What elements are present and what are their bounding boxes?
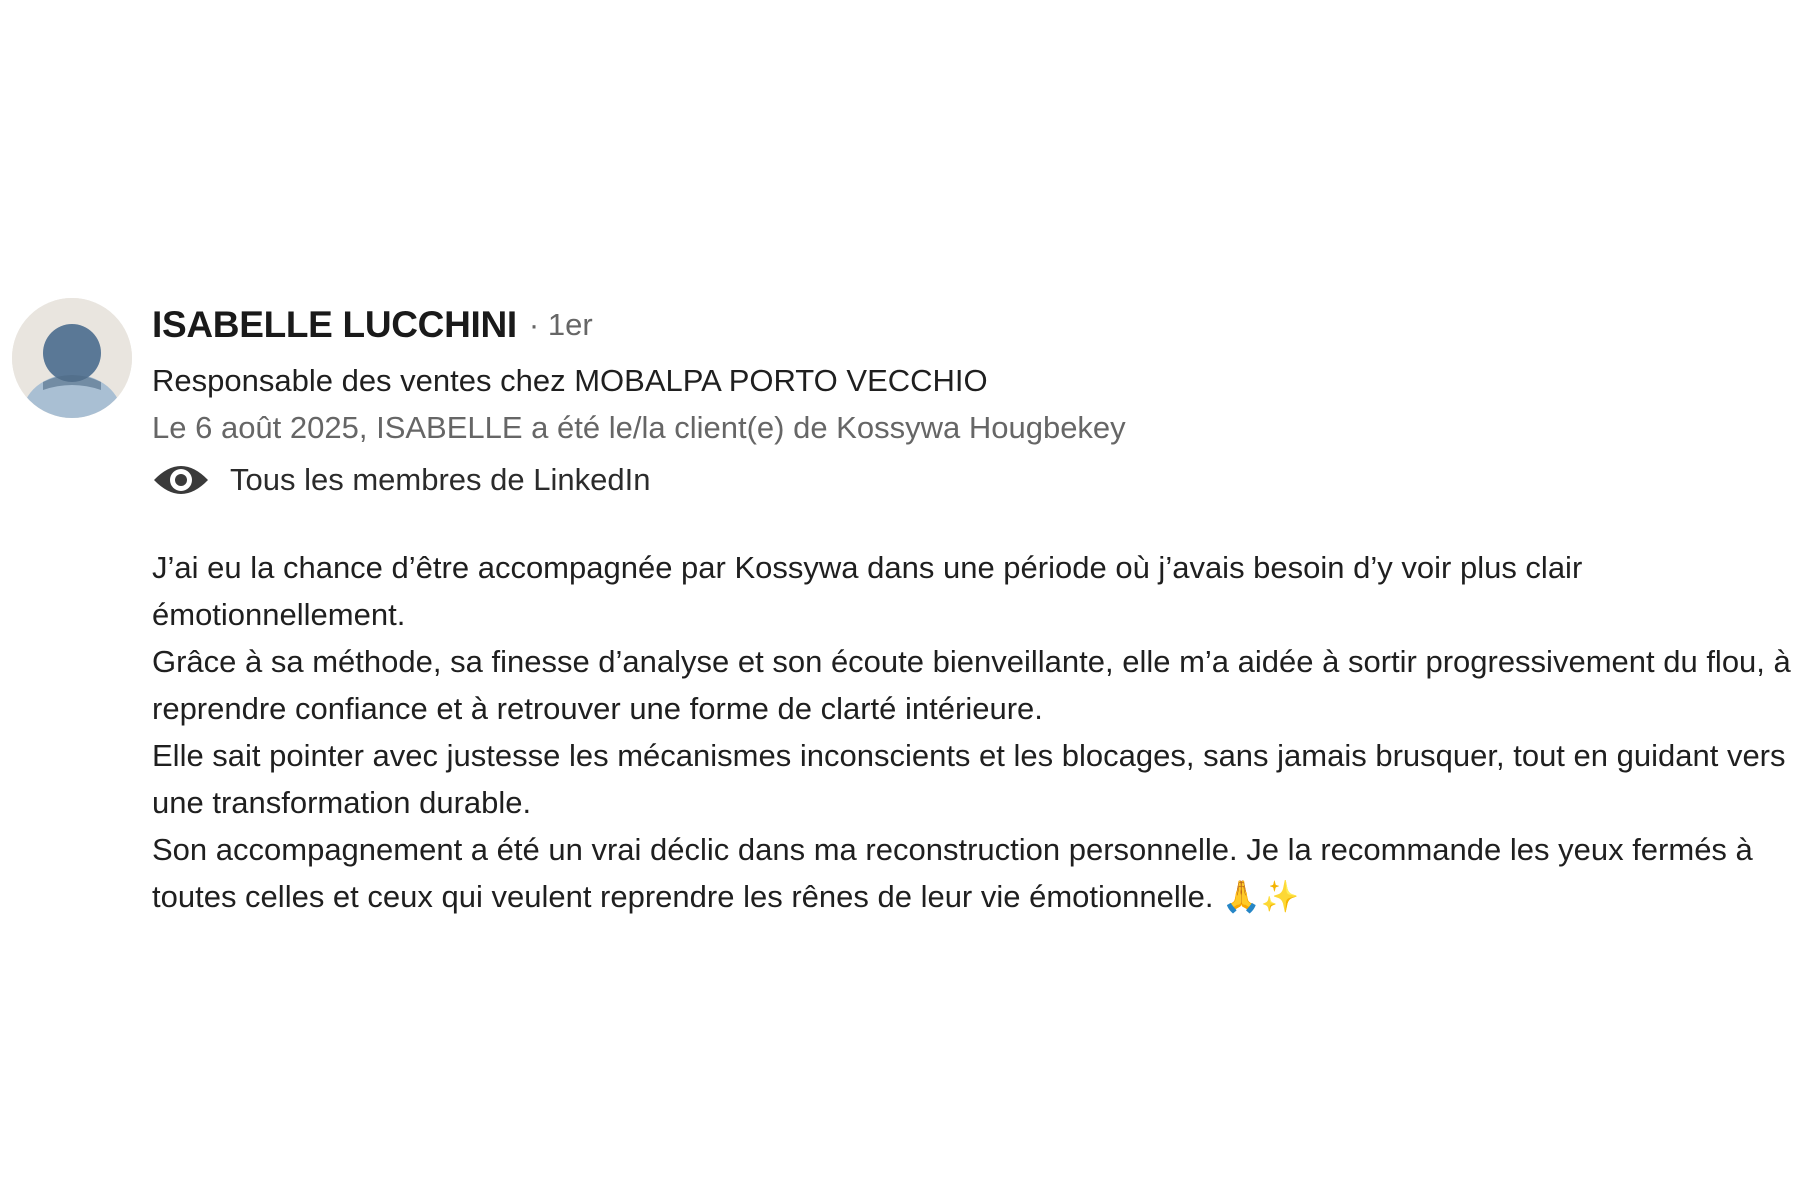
recommendation-paragraph: Son accompagnement a été un vrai déclic dans ma reconstruction personnelle. Je la recommande les yeux fermés à toutes celles et ceux qui veulent reprendre les rênes de leur vie émotionnelle. 🙏✨ (152, 832, 1753, 914)
person-icon (12, 298, 132, 418)
author-headline: Responsable des ventes chez MOBALPA PORTO VECCHIO (152, 363, 988, 398)
recommendation-paragraph: J’ai eu la chance d’être accompagnée par Kossywa dans une période où j’avais besoin d’y voir plus clair émotionnellement. (152, 550, 1583, 632)
visibility-label: Tous les membres de LinkedIn (230, 462, 651, 497)
recommendation-text (152, 544, 1792, 920)
recommendation-paragraph: Elle sait pointer avec justesse les mécanismes inconscients et les blocages, sans jamais brusquer, tout en guidant vers une transformation durable. (152, 738, 1786, 820)
relationship-info: Le 6 août 2025, ISABELLE a été le/la client(e) de Kossywa Hougbekey (152, 410, 1126, 445)
author-row (152, 298, 1792, 352)
author-name[interactable]: ISABELLE LUCCHINI (152, 304, 517, 345)
connection-degree: · 1er (528, 307, 593, 342)
recommendation-paragraph: Grâce à sa méthode, sa finesse d’analyse et son écoute bienveillante, elle m’a aidée à sortir progressivement du flou, à reprendre confiance et à retrouver une forme de clarté intérieure. (152, 644, 1791, 726)
eye-icon (152, 460, 210, 500)
visibility-row (152, 452, 1792, 508)
avatar[interactable] (12, 298, 132, 418)
recommendation-content (152, 298, 1792, 920)
